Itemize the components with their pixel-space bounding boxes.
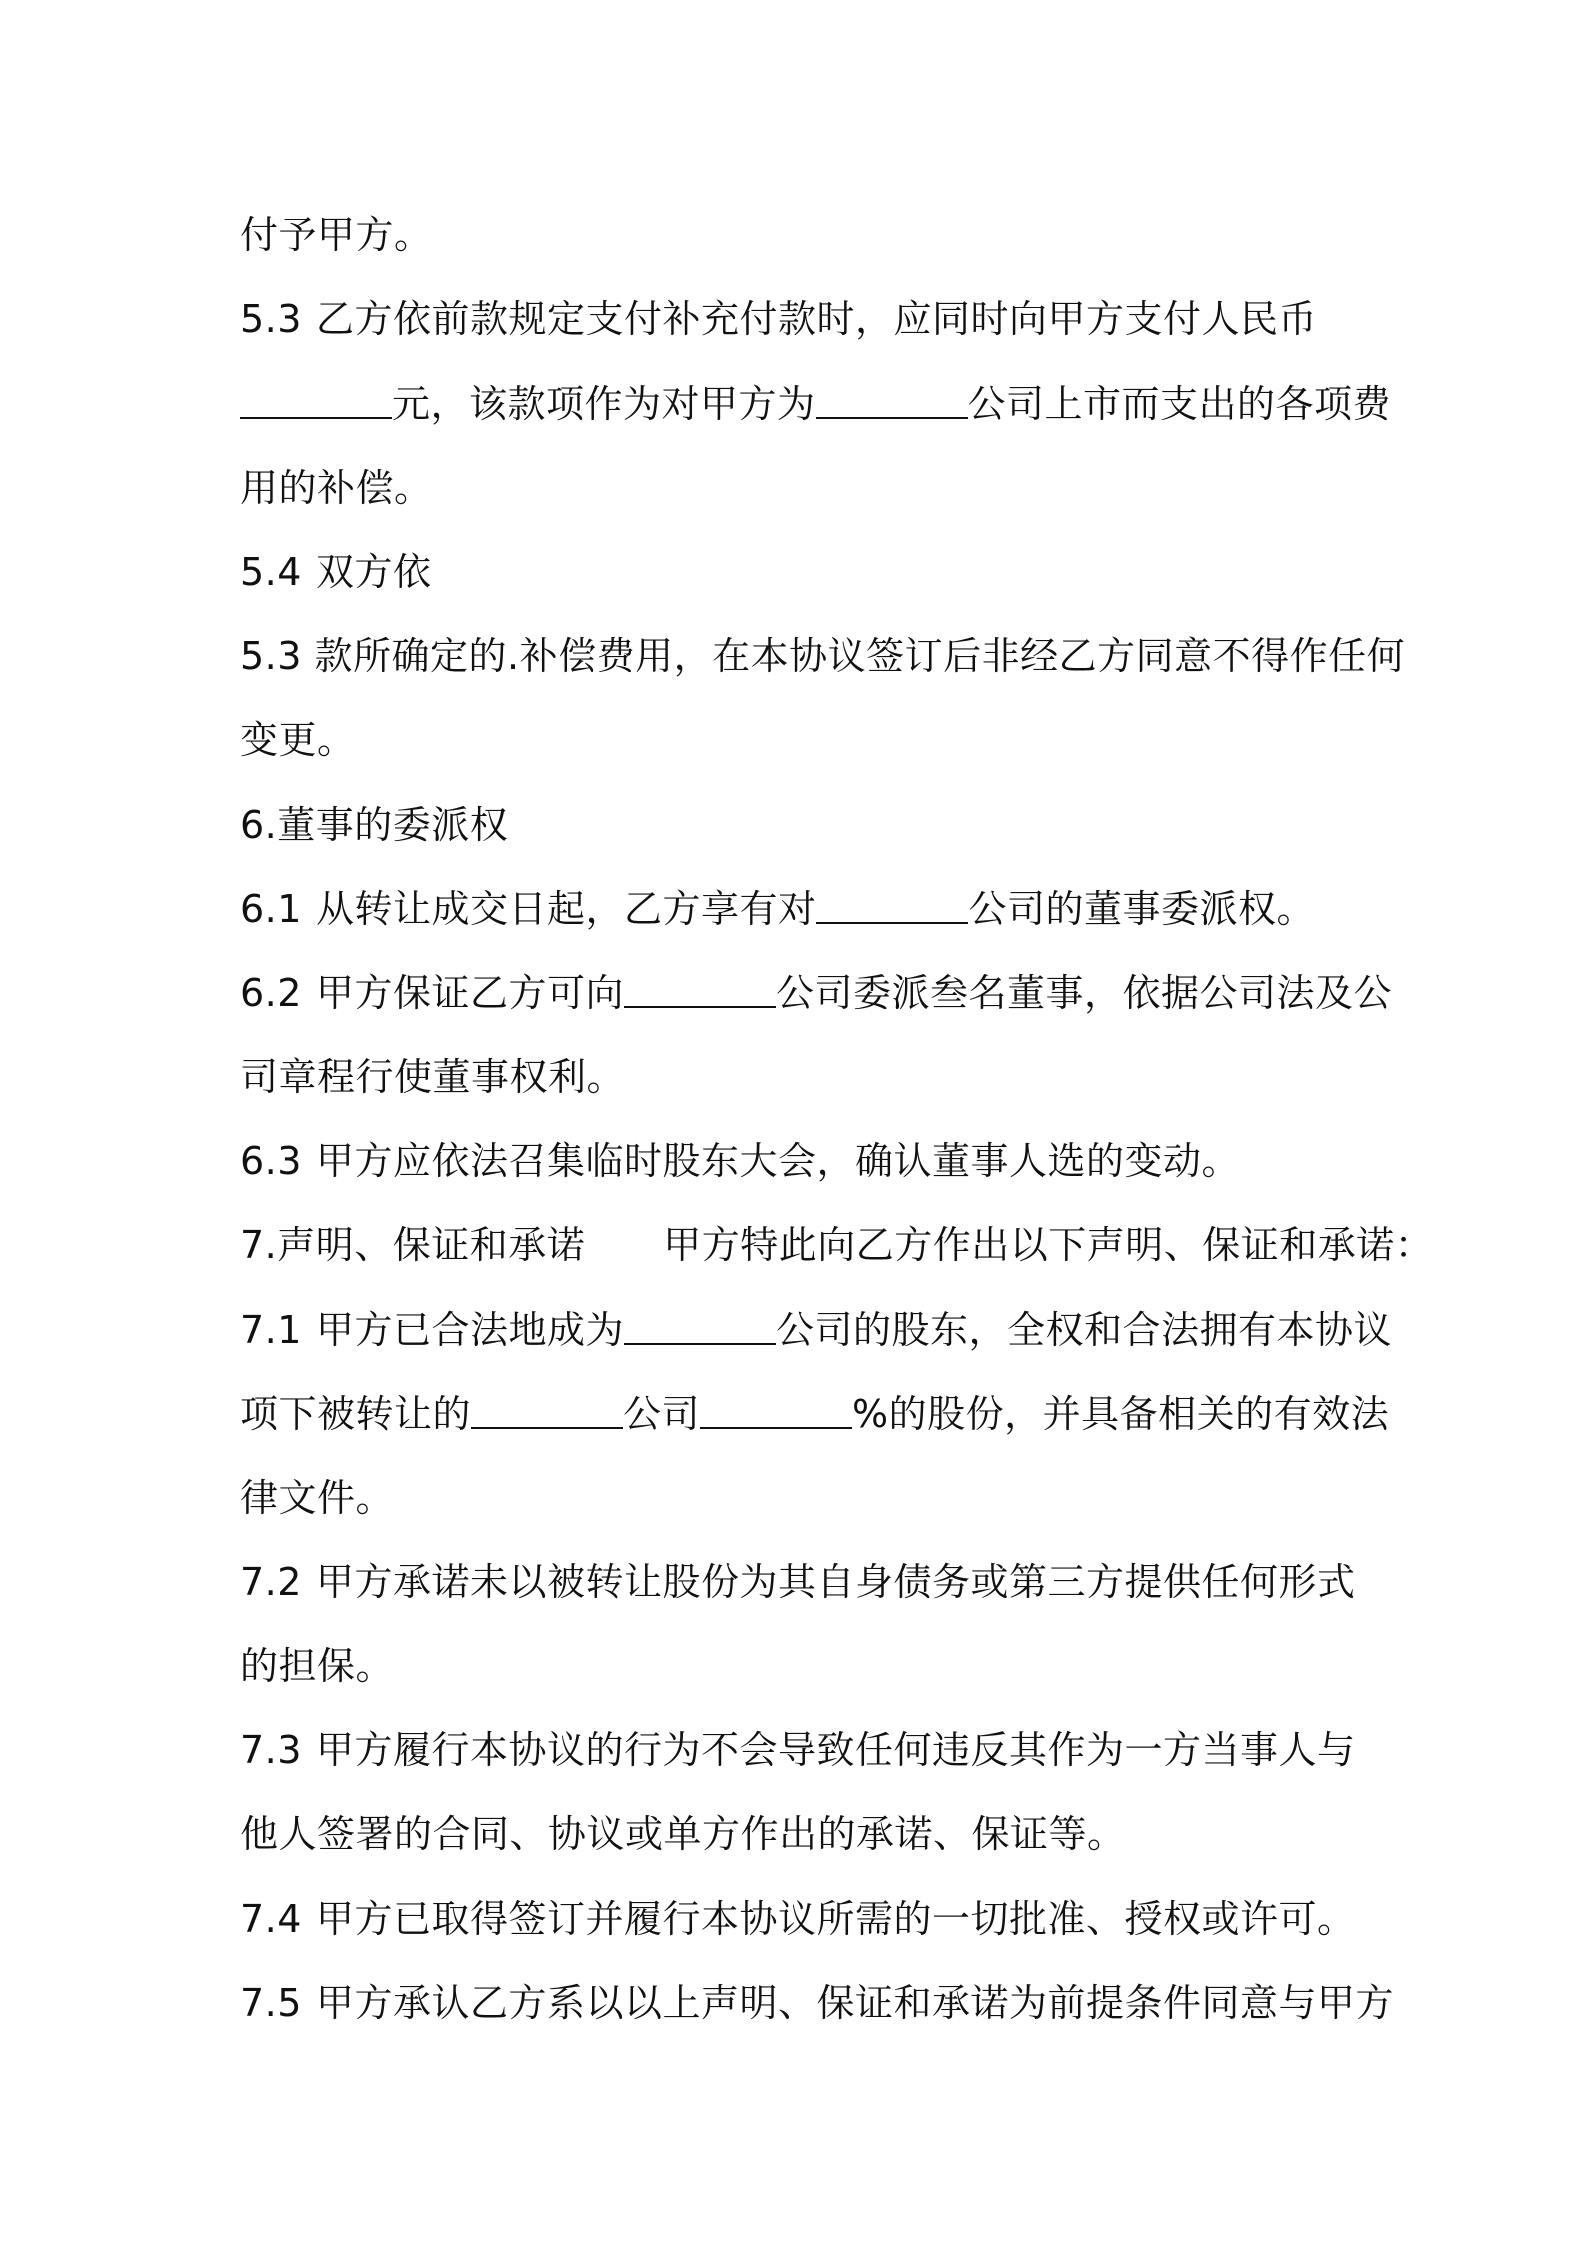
- line-text: 变更。: [240, 718, 356, 762]
- paragraph-line: [240, 1804, 1360, 1864]
- paragraph-line: [240, 710, 1360, 770]
- clause-6-1: [240, 879, 1360, 939]
- fill-in-blank: [816, 888, 968, 924]
- clause-number: 7.2: [240, 1560, 302, 1604]
- line-text: 他人签署的合同、协议或单方作出的承诺、保证等。: [240, 1812, 1126, 1856]
- clause-5-3: [240, 289, 1360, 349]
- clause-number: 7.1: [240, 1308, 302, 1352]
- section-title: 7.声明、保证和承诺: [240, 1223, 586, 1267]
- paragraph-line: [240, 1468, 1360, 1528]
- clause-number: 7.4: [240, 1897, 302, 1941]
- paragraph-line: [240, 1636, 1360, 1696]
- line-text: 律文件。: [240, 1476, 395, 1520]
- fill-in-blank: [700, 1393, 852, 1429]
- paragraph-line: [240, 626, 1406, 686]
- clause-text: 双方依: [315, 550, 432, 594]
- clause-text: 公司的股东，全权和合法拥有本协议: [775, 1308, 1392, 1352]
- line-text: 元，该款项作为对甲方为: [392, 382, 816, 426]
- line-text: 的担保。: [240, 1644, 395, 1688]
- line-text: 项下被转让的: [240, 1392, 472, 1436]
- fill-in-blank: [816, 383, 968, 419]
- fill-in-blank: [624, 972, 776, 1008]
- section-intro: 甲方特此向乙方作出以下声明、保证和承诺：: [663, 1223, 1434, 1267]
- paragraph-line: [240, 1047, 1360, 1107]
- clause-text: 甲方已取得签订并履行本协议所需的一切批准、授权或许可。: [315, 1897, 1356, 1941]
- line-text: 司章程行使董事权利。: [240, 1055, 626, 1099]
- clause-7-4: [240, 1889, 1360, 1949]
- clause-number: 5.4: [240, 550, 302, 594]
- clause-7-3: [240, 1720, 1360, 1780]
- section-heading-7: [240, 1215, 1434, 1275]
- fill-in-blank: [624, 1309, 776, 1345]
- clause-text: 甲方承诺未以被转让股份为其自身债务或第三方提供任何形式: [315, 1560, 1356, 1604]
- line-text: %的股份，并具备相关的有效法: [852, 1392, 1390, 1436]
- clause-text: 公司的董事委派权。: [968, 887, 1315, 931]
- fill-in-blank: [471, 1393, 623, 1429]
- paragraph-line: [240, 458, 1360, 518]
- line-text: 公司: [623, 1392, 701, 1436]
- clause-number: 6.3: [240, 1139, 302, 1183]
- clause-6-3: [240, 1131, 1360, 1191]
- section-heading-6: [240, 795, 1360, 855]
- clause-number: 7.3: [240, 1728, 302, 1772]
- line-text: 5.3 款所确定的.补偿费用，在本协议签订后非经乙方同意不得作任何: [240, 634, 1406, 678]
- clause-text: 公司委派叁名董事，依据公司法及公: [775, 971, 1392, 1015]
- clause-number: 7.5: [240, 1981, 302, 2025]
- clause-text: 甲方已合法地成为: [315, 1308, 624, 1352]
- clause-text: 甲方应依法召集临时股东大会，确认董事人选的变动。: [315, 1139, 1240, 1183]
- clause-7-2: [240, 1552, 1360, 1612]
- paragraph-line: [240, 374, 1392, 434]
- clause-number: 5.3: [240, 297, 302, 341]
- fill-in-blank: [240, 383, 392, 419]
- clause-text: 甲方保证乙方可向: [315, 971, 624, 1015]
- clause-6-2: [240, 963, 1392, 1023]
- clause-5-4: [240, 542, 1360, 602]
- paragraph-line: [240, 205, 1360, 265]
- clause-text: 甲方承认乙方系以以上声明、保证和承诺为前提条件同意与甲方: [315, 1981, 1394, 2025]
- line-text: 付予甲方。: [240, 213, 433, 257]
- clause-text: 乙方依前款规定支付补充付款时，应同时向甲方支付人民币: [315, 297, 1317, 341]
- clause-text: 甲方履行本协议的行为不会导致任何违反其作为一方当事人与: [315, 1728, 1356, 1772]
- line-text: 用的补偿。: [240, 466, 433, 510]
- section-title: 6.董事的委派权: [240, 803, 509, 847]
- clause-text: 从转让成交日起，乙方享有对: [315, 887, 817, 931]
- line-text: 公司上市而支出的各项费: [967, 382, 1392, 426]
- clause-number: 6.1: [240, 887, 302, 931]
- clause-7-5: [240, 1973, 1394, 2033]
- clause-7-1: [240, 1300, 1392, 1360]
- clause-number: 6.2: [240, 971, 302, 1015]
- paragraph-line: [240, 1384, 1390, 1444]
